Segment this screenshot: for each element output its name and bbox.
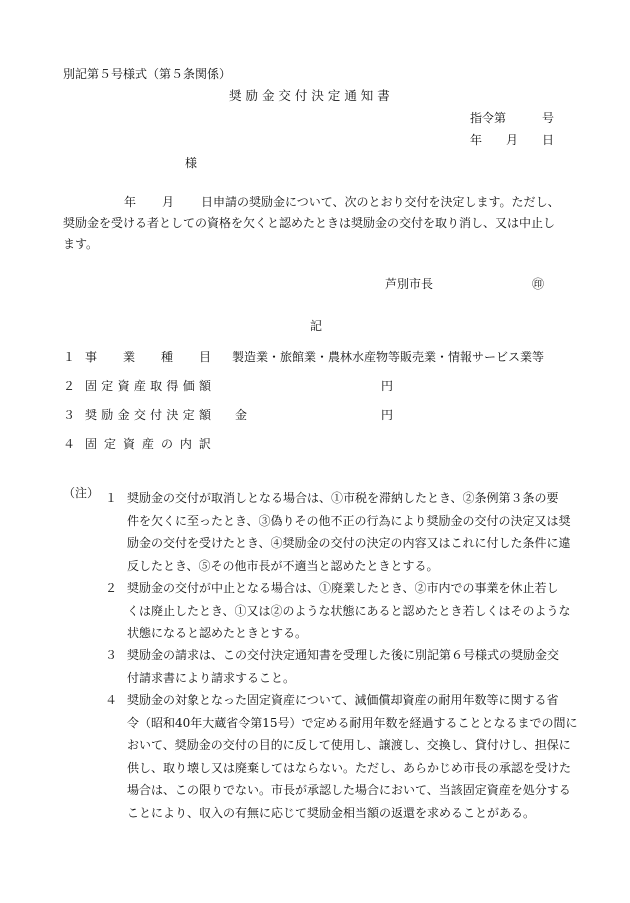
item-number-2: ２ xyxy=(63,379,76,393)
label-char: 固 xyxy=(85,379,98,393)
label-char: 産 xyxy=(141,437,154,451)
note-2-line: 奨励金の交付が中止となる場合は、①廃業したとき、②市内での事業を休止若し xyxy=(127,581,559,595)
label-char: 目 xyxy=(198,350,211,364)
label-char: 価 xyxy=(182,379,195,393)
label-char: 付 xyxy=(150,408,163,422)
item-number-1: １ xyxy=(63,350,76,364)
note-1-line: 奨励金の交付が取消しとなる場合は、①市税を滞納したとき、②条例第３条の要 xyxy=(127,491,559,505)
note-number-1: １ xyxy=(105,491,118,505)
record-heading: 記 xyxy=(310,319,323,333)
label-char: 固 xyxy=(85,437,98,451)
note-4-line: ことにより、収入の有無に応じて奨励金相当額の返還を求めることがある。 xyxy=(127,805,536,820)
note-4-line: おいて、奨励金の交付の目的に反して使用し、譲渡し、交換し、貸付けし、担保に xyxy=(127,738,571,752)
label-char: 訳 xyxy=(198,437,211,451)
label-char: 決 xyxy=(166,408,179,422)
intro-line-3: ます。 xyxy=(63,237,99,251)
note-4-line: 場合は、この限りでない。市長が承認した場合において、当該固定資産を処分する xyxy=(127,783,571,797)
item-unit-2: 円 xyxy=(381,379,394,393)
note-2-line: 状態になると認めたときとする。 xyxy=(127,626,308,640)
label-char: 得 xyxy=(166,379,179,393)
note-4-line: 供し、取り壊し又は廃棄してはならない。ただし、あらかじめ市長の承認を受けた xyxy=(127,760,572,775)
label-char: 金 xyxy=(117,408,130,422)
label-char: 種 xyxy=(160,350,173,364)
issuer-name: 芦別市長 xyxy=(385,277,434,291)
intro-year: 年 xyxy=(124,195,137,209)
item-prefix-3: 金 xyxy=(235,408,248,422)
label-char: 定 xyxy=(101,379,114,393)
note-1-line: 反したとき、⑤その他市長が不適当と認めたときとする。 xyxy=(127,558,439,573)
intro-line-2: 奨励金を受ける者としての資格を欠くと認めたときは奨励金の交付を取り消し、又は中止し xyxy=(63,216,556,230)
note-4-line: 奨励金の対象となった固定資産について、減価償却資産の耐用年数等に関する省 xyxy=(127,693,559,707)
label-char: 内 xyxy=(179,437,192,451)
note-1-line: 件を欠くに至ったとき、③偽りその他不正の行為により奨励金の交付の決定又は奨 xyxy=(127,513,571,528)
label-char: の xyxy=(160,437,173,451)
form-label: 別記第５号様式（第５条関係） xyxy=(63,67,232,81)
notes-heading: （注） xyxy=(63,486,100,500)
item-value-1: 製造業・旅館業・農林水産物等販売業・情報サービス業等 xyxy=(232,350,545,364)
item-number-4: ４ xyxy=(63,437,76,451)
item-label-1 xyxy=(85,351,211,363)
addressee-suffix: 様 xyxy=(185,156,198,170)
label-char: 奨 xyxy=(85,408,98,422)
label-char: 取 xyxy=(150,379,163,393)
label-char: 業 xyxy=(122,350,135,364)
note-2-line: くは廃止したとき、①又は②のような状態にあると認めたとき若しくはそのような xyxy=(127,603,571,618)
item-label-3 xyxy=(85,409,211,421)
item-number-3: ３ xyxy=(63,408,76,422)
date-year: 年 xyxy=(470,133,483,147)
label-char: 資 xyxy=(122,437,135,451)
note-number-4: ４ xyxy=(105,693,118,707)
reference-suffix: 号 xyxy=(542,111,555,125)
label-char: 定 xyxy=(182,408,195,422)
item-label-4 xyxy=(85,438,211,450)
label-char: 交 xyxy=(133,408,146,422)
label-char: 資 xyxy=(117,379,130,393)
item-label-2 xyxy=(85,380,211,392)
note-number-2: ２ xyxy=(105,581,118,595)
note-3-line: 付請求書により請求すること。 xyxy=(127,670,296,685)
label-char: 額 xyxy=(198,379,211,393)
document-title: 奨 励 金 交 付 決 定 通 知 書 xyxy=(229,88,390,103)
note-number-3: ３ xyxy=(105,648,118,662)
date-month: 月 xyxy=(506,133,519,147)
item-unit-3: 円 xyxy=(381,408,394,422)
label-char: 額 xyxy=(198,408,211,422)
note-1-line: 励金の交付を受けたとき、④奨励金の交付の決定の内容又はこれに付した条件に違 xyxy=(127,536,571,550)
label-char: 産 xyxy=(133,379,146,393)
label-char: 事 xyxy=(85,350,98,364)
intro-line-1: 日申請の奨励金について、次のとおり交付を決定します。ただし、 xyxy=(201,195,560,209)
label-char: 定 xyxy=(103,437,116,451)
date-day: 日 xyxy=(542,133,555,147)
intro-month: 月 xyxy=(162,195,175,209)
reference-prefix: 指令第 xyxy=(470,111,507,125)
label-char: 励 xyxy=(101,408,114,422)
note-3-line: 奨励金の請求は、この交付決定通知書を受理した後に別記第６号様式の奨励金交 xyxy=(127,648,560,662)
note-4-line: 令（昭和40年大蔵省令第15号）で定める耐用年数を経過することとなるまでの間に xyxy=(127,715,578,730)
seal-mark: ㊞ xyxy=(532,277,545,291)
